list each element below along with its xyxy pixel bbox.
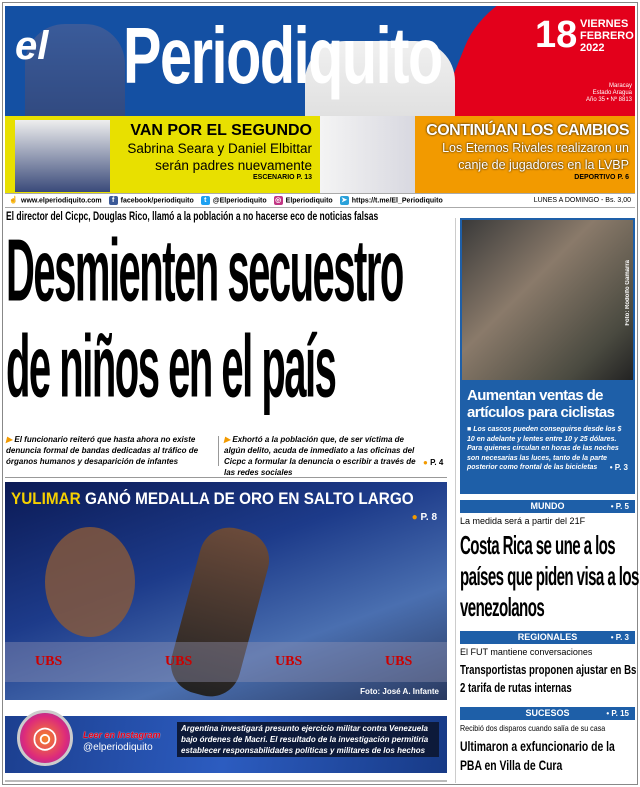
instagram-handle: @elperiodiquito xyxy=(83,742,153,753)
price: LUNES A DOMINGO - Bs. 3,00 xyxy=(533,197,631,204)
main-bullet-1 xyxy=(6,434,216,467)
section-page: • P. 15 xyxy=(606,709,629,718)
date-day: 18 xyxy=(535,14,578,56)
month: FEBRERO xyxy=(580,30,634,42)
yulimar-photo-story[interactable] xyxy=(5,482,447,700)
feature-title: Aumentan ventas de artículos para ciclistas xyxy=(467,387,615,421)
feature-body xyxy=(467,425,628,473)
website-text: www.elperiodiquito.com xyxy=(21,197,102,205)
sponsor-logo: UBS xyxy=(165,654,193,669)
page-number: P. 5 xyxy=(615,502,629,511)
instagram-icon: ◎ xyxy=(275,197,282,204)
social-bar xyxy=(5,193,635,208)
bullet-text: El funcionario reiteró que hasta ahora no existe denuncia formal de bandas dedicadas al tráfico de órganos humanos y desaparición de infantes xyxy=(6,435,199,466)
section-kicker: El FUT mantiene conversaciones xyxy=(460,647,593,657)
section-name: REGIONALES xyxy=(517,632,578,642)
instagram-link[interactable] xyxy=(274,196,333,205)
bullet-text: Exhortó a la población que, de ser víctima de algún delito, acuda de inmediato a las oficinas del Cicpc a formular la denuncia o escribir a través de las redes sociales xyxy=(224,435,416,477)
bike-shop-photo xyxy=(460,218,635,382)
feature-ciclistas[interactable] xyxy=(460,382,635,494)
section-kicker: La medida será a partir del 21F xyxy=(460,516,586,526)
main-bullet-2 xyxy=(224,434,420,478)
triangle-bullet-icon: ▶ xyxy=(6,435,15,444)
sponsor-logo: UBS xyxy=(385,654,413,669)
section-kicker: Recibió dos disparos cuando salía de su casa xyxy=(460,723,606,733)
logo-prefix: el xyxy=(15,24,49,68)
page-number: P. 3 xyxy=(615,633,629,642)
masthead xyxy=(5,6,635,116)
sponsor-logo: UBS xyxy=(275,654,303,669)
teaser-section: ESCENARIO P. 13 xyxy=(252,174,312,181)
players-photo xyxy=(320,116,415,193)
athlete-face-image xyxy=(45,527,135,637)
section-headline[interactable]: Ultimaron a exfuncionario de la PBA en Villa de Cura xyxy=(460,739,615,773)
section-name: MUNDO xyxy=(530,501,565,511)
pointer-hand-icon: ☝ xyxy=(9,197,18,204)
divider xyxy=(5,477,447,478)
state: Estado Aragua xyxy=(592,90,632,96)
instagram-cta[interactable]: Leer en Instagram xyxy=(83,730,161,740)
page-number: P. 4 xyxy=(430,458,444,467)
photo-headline: GANÓ MEDALLA DE ORO EN SALTO LARGO xyxy=(84,489,414,508)
twitter-icon: t xyxy=(201,196,210,205)
date-text xyxy=(580,18,634,54)
main-kicker: El director del Cicpc, Douglas Rico, llamó a la población a no hacerse eco de noticias falsas xyxy=(6,211,379,223)
teaser-title: VAN POR EL SEGUNDO xyxy=(130,122,312,139)
instagram-icon: ◎ xyxy=(17,710,73,766)
triangle-bullet-icon: ▶ xyxy=(224,435,233,444)
feature-page: • P. 3 xyxy=(609,463,628,472)
edition-info xyxy=(560,83,632,104)
telegram-link[interactable] xyxy=(340,196,443,205)
section-sucesos[interactable] xyxy=(460,707,635,720)
teaser-section: DEPORTIVO P. 6 xyxy=(574,174,629,181)
section-headline[interactable]: Costa Rica se une a los países que piden visa a los venezolanos xyxy=(460,530,639,622)
section-page: • P. 3 xyxy=(610,633,629,642)
sponsor-logo: UBS xyxy=(35,654,63,669)
main-headline-line1[interactable]: Desmienten secuestro xyxy=(6,223,403,321)
facebook-icon: f xyxy=(109,196,118,205)
section-regionales[interactable] xyxy=(460,631,635,644)
section-mundo[interactable] xyxy=(460,500,635,513)
stadium-banner xyxy=(5,642,447,682)
teaser-title: CONTINÚAN LOS CAMBIOS xyxy=(426,122,629,139)
edition-number: Año 35 • Nº 8813 xyxy=(586,97,632,103)
teaser-subtitle: Sabrina Seara y Daniel Elbittar serán padres nuevamente xyxy=(127,141,312,173)
column-divider xyxy=(455,218,456,783)
couple-photo xyxy=(15,120,110,192)
main-headline-line2[interactable]: de niños en el país xyxy=(6,319,336,417)
teaser-deportivo[interactable] xyxy=(320,116,635,193)
square-bullet-icon: ■ xyxy=(467,426,474,433)
photo-title xyxy=(11,489,414,509)
instagram-story-text: Argentina investigará presunto ejercicio militar contra Venezuela bajo órdenes de Macri. El resultado de la investigación permitiría establecer responsabilidades políticas y militares de los hechos xyxy=(177,722,439,757)
facebook-text: facebook/periodiquito xyxy=(120,197,194,205)
section-name: SUCESOS xyxy=(525,708,570,718)
telegram-text: https://t.me/El_Periodiquito xyxy=(351,197,443,205)
city: Maracay xyxy=(608,83,632,89)
instagram-banner[interactable] xyxy=(5,716,447,773)
photo-credit: Foto: Rodolfo Gamarra xyxy=(625,260,631,326)
divider xyxy=(5,780,447,782)
section-page: • P. 5 xyxy=(610,502,629,511)
twitter-link[interactable] xyxy=(201,196,267,205)
page-number: P. 8 xyxy=(420,512,437,523)
feature-body-text: Los cascos pueden conseguirse desde los $ 10 en adelante y lentes entre 10 y 25 dólares. Para quienes circulan en horas de las noches son necesarias las luces, tanto de la parte posterior como frontal de las bicicletas xyxy=(467,426,622,471)
section-headline[interactable]: Transportistas proponen ajustar en Bs 2 tarifa de rutas internas xyxy=(460,662,637,695)
instagram-text: Elperiodiquito xyxy=(285,197,333,205)
teaser-escenario[interactable] xyxy=(5,116,320,193)
twitter-text: @Elperiodiquito xyxy=(212,197,267,205)
telegram-icon: ➤ xyxy=(341,197,348,204)
photo-credit: Foto: José A. Infante xyxy=(360,687,439,696)
athlete-name: YULIMAR xyxy=(11,489,81,508)
year: 2022 xyxy=(580,42,605,54)
facebook-link[interactable] xyxy=(109,196,194,205)
page-number: P. 3 xyxy=(614,463,628,472)
newspaper-logo[interactable]: Periodiquito xyxy=(123,11,442,100)
weekday: VIERNES xyxy=(580,18,629,30)
page-number: P. 15 xyxy=(611,709,629,718)
website-link[interactable] xyxy=(9,196,102,205)
photo-page-ref: ● P. 8 xyxy=(411,512,437,523)
main-page-ref: ● P. 4 xyxy=(423,458,444,467)
divider xyxy=(218,436,219,466)
teaser-subtitle: Los Eternos Rivales realizaron un canje de jugadores en la LVBP xyxy=(442,141,629,172)
